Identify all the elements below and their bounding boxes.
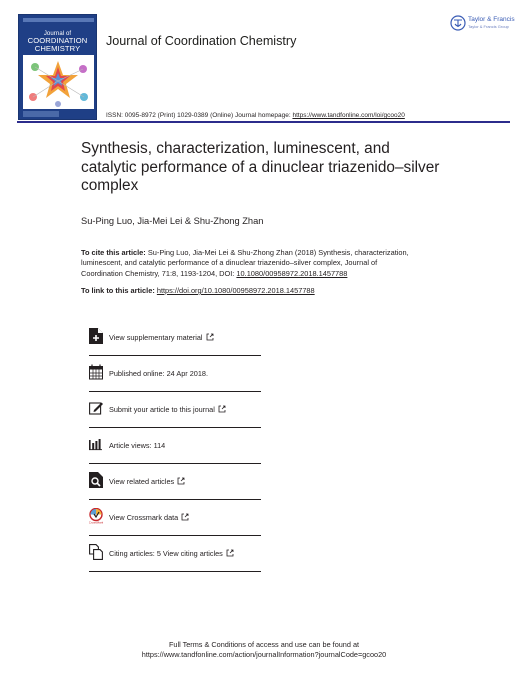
external-link-icon bbox=[181, 513, 189, 521]
cover-title-line3: CHEMISTRY bbox=[34, 44, 81, 53]
meta-citing[interactable] bbox=[89, 536, 261, 572]
journal-title[interactable]: Journal of Coordination Chemistry bbox=[106, 34, 297, 48]
cover-header-strip bbox=[23, 18, 94, 22]
meta-published bbox=[89, 356, 261, 392]
external-link-icon bbox=[177, 477, 185, 485]
meta-related[interactable] bbox=[89, 464, 261, 500]
issn-line bbox=[106, 112, 405, 119]
meta-supplementary[interactable] bbox=[89, 320, 261, 356]
external-link-icon bbox=[218, 405, 226, 413]
edit-pencil-icon bbox=[89, 400, 103, 416]
meta-divider bbox=[89, 571, 261, 572]
journal-homepage-link[interactable]: https://www.tandfonline.com/loi/gcoo20 bbox=[292, 112, 405, 119]
cite-text: Su-Ping Luo, Jia-Mei Lei & Shu-Zhong Zhan (2018) Synthesis, characterization, luminescent, and catalytic performance of a dinuclear triazenido–silver complex, Journal of Coordination Chemistry, 71:8, 1193-1204, DOI: bbox=[81, 248, 409, 278]
meta-views bbox=[89, 428, 261, 464]
meta-submit[interactable] bbox=[89, 392, 261, 428]
doi-link[interactable]: 10.1080/00958972.2018.1457788 bbox=[236, 268, 348, 278]
copy-documents-icon bbox=[89, 544, 103, 560]
meta-label: View Crossmark data bbox=[109, 513, 189, 522]
taylor-francis-logo-icon bbox=[450, 15, 466, 31]
article-doi-url[interactable]: https://doi.org/10.1080/00958972.2018.1457788 bbox=[156, 286, 315, 295]
document-plus-icon bbox=[89, 328, 103, 344]
link-label: To link to this article: bbox=[81, 286, 157, 295]
document-search-icon bbox=[89, 472, 103, 488]
cover-title-line1: Journal of bbox=[43, 31, 72, 37]
cite-label: To cite this article: bbox=[81, 248, 146, 257]
cover-title-line2: COORDINATION bbox=[27, 36, 88, 45]
publisher-name: Taylor & Francis bbox=[468, 16, 515, 23]
meta-label: View supplementary material bbox=[109, 333, 214, 342]
meta-label: Published online: 24 Apr 2018. bbox=[109, 369, 208, 378]
journal-cover[interactable] bbox=[18, 14, 97, 120]
meta-label: Submit your article to this journal bbox=[109, 405, 226, 414]
cover-artwork bbox=[23, 55, 94, 109]
calendar-icon bbox=[89, 364, 103, 380]
article-title: Synthesis, characterization, luminescent, and catalytic performance of a dinuclear triazenido–silver complex bbox=[81, 140, 440, 194]
external-link-icon bbox=[226, 549, 234, 557]
citation-block bbox=[81, 248, 421, 279]
cover-star-illustration bbox=[23, 55, 94, 109]
meta-label: View related articles bbox=[109, 477, 185, 486]
header-divider bbox=[17, 121, 510, 123]
crossmark-icon bbox=[89, 508, 103, 524]
meta-label: Article views: 114 bbox=[109, 441, 166, 450]
publisher-group: Taylor & Francis Group bbox=[468, 24, 509, 29]
footer-terms-text: Full Terms & Conditions of access and use can be found at bbox=[168, 640, 360, 649]
footer-terms-url[interactable]: https://www.tandfonline.com/action/journalInformation?journalCode=gcoo20 bbox=[141, 650, 387, 659]
article-link-block bbox=[81, 286, 421, 296]
meta-crossmark[interactable] bbox=[89, 500, 261, 536]
issn-text: ISSN: 0095-8972 (Print) 1029-0389 (Online) Journal homepage: bbox=[106, 112, 293, 119]
bar-chart-icon bbox=[89, 436, 103, 452]
footer bbox=[0, 640, 528, 660]
meta-label: Citing articles: 5 View citing articles bbox=[109, 549, 234, 558]
article-authors: Su-Ping Luo, Jia-Mei Lei & Shu-Zhong Zhan bbox=[81, 216, 264, 226]
publisher-logo[interactable] bbox=[448, 14, 520, 34]
external-link-icon bbox=[206, 333, 214, 341]
crossmark-logo-text: CrossMark bbox=[89, 520, 103, 524]
cover-publisher-strip bbox=[23, 111, 59, 117]
